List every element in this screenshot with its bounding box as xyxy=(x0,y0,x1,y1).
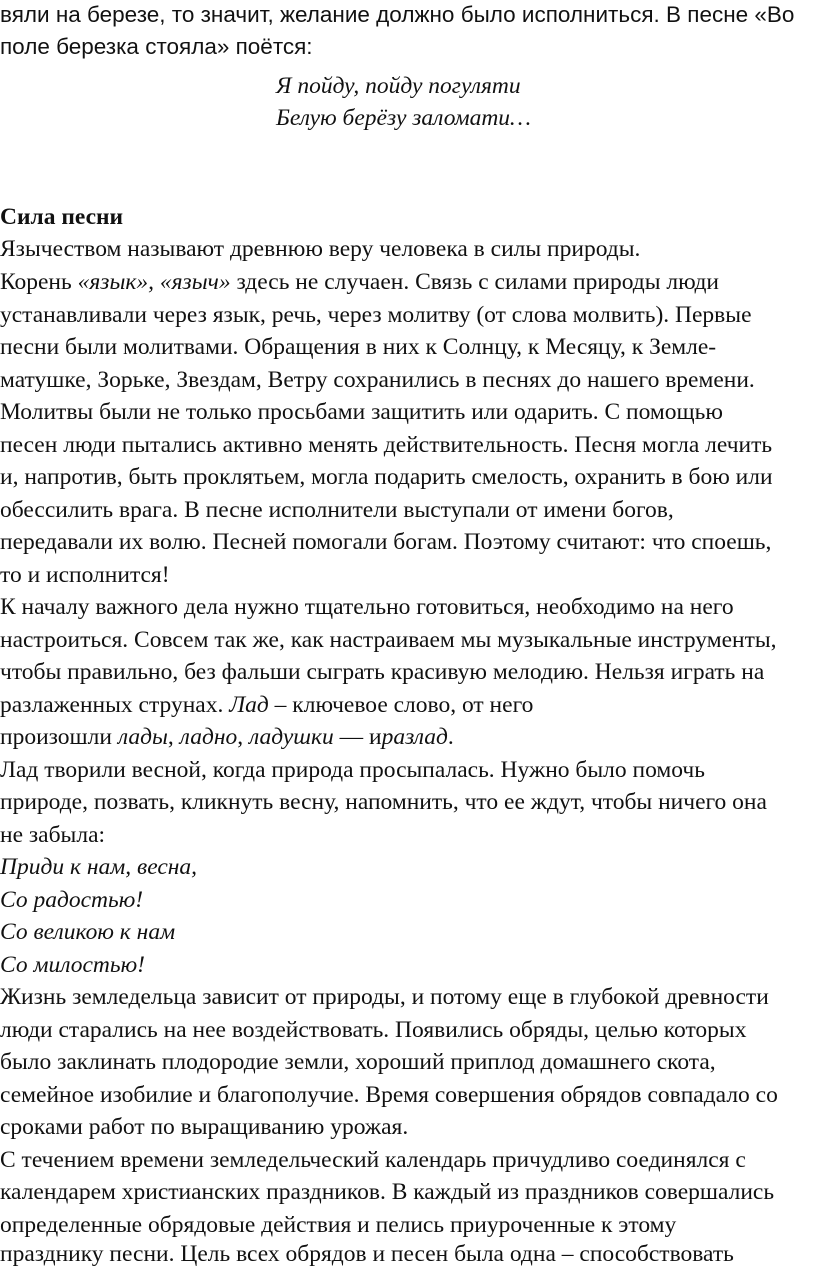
emphasis-text: лады xyxy=(117,724,168,750)
verse-line: Приди к нам, весна, xyxy=(0,854,198,880)
text-run: – ключевое слово, от него xyxy=(268,692,534,718)
paragraph-line: не забыла: xyxy=(0,822,106,848)
paragraph-line: Жизнь земледельца зависит от природы, и потому еще в глубокой древности xyxy=(0,984,769,1010)
paragraph-line: С течением времени земледельческий календарь причудливо соединялся с xyxy=(0,1147,746,1173)
paragraph-line: настроиться. Совсем так же, как настраиваем мы музыкальные инструменты, xyxy=(0,627,777,653)
verse-line: Я пойду, пойду погуляти xyxy=(276,73,521,99)
text-run: разлаженных струнах. xyxy=(0,692,230,718)
emphasis-text: ладушки xyxy=(249,724,334,750)
text-run: . xyxy=(447,724,454,750)
paragraph-line xyxy=(0,721,454,753)
emphasis-text: «язык», «языч» xyxy=(77,269,231,295)
paragraph-line: песни были молитвами. Обращения в них к Солнцу, к Месяцу, к Земле- xyxy=(0,334,717,360)
paragraph-line: семейное изобилие и благополучие. Время совершения обрядов совпадало со xyxy=(0,1082,778,1108)
paragraph-line: Язычеством называют древнюю веру человека в силы природы. xyxy=(0,236,641,262)
text-run: — и xyxy=(333,724,382,750)
paragraph-line: празднику песни. Цель всех обрядов и песен была одна – способствовать xyxy=(0,1241,734,1267)
section-title: Сила песни xyxy=(0,204,124,230)
paragraph-line: и, напротив, быть проклятьем, могла подарить смелость, охранить в бою или xyxy=(0,464,773,490)
paragraph-line: матушке, Зорьке, Звездам, Ветру сохранились в песнях до нашего времени. xyxy=(0,367,755,393)
paragraph-line: определенные обрядовые действия и пелись приуроченные к этому xyxy=(0,1212,677,1238)
text-run: Корень xyxy=(0,269,78,295)
paragraph-line: Лад творили весной, когда природа просыпалась. Нужно было помочь xyxy=(0,757,705,783)
paragraph-line: Молитвы были не только просьбами защитить или одарить. С помощью xyxy=(0,399,723,425)
intro-line: вяли на березе, то значит, желание должно было исполниться. В песне «Во xyxy=(0,2,795,27)
paragraph-line: чтобы правильно, без фальши сыграть красивую мелодию. Нельзя играть на xyxy=(0,659,765,685)
paragraph-line: календарем христианских праздников. В каждый из праздников совершались xyxy=(0,1179,775,1205)
verse-line: Белую берёзу заломати… xyxy=(276,105,531,131)
paragraph-line: то и исполнится! xyxy=(0,562,170,588)
paragraph-line: сроками работ по выращиванию урожая. xyxy=(0,1114,409,1140)
paragraph-line xyxy=(0,689,533,721)
verse-line: Со великою к нам xyxy=(0,919,176,945)
emphasis-text: разлад xyxy=(381,724,448,750)
emphasis-text: ладно xyxy=(179,724,238,750)
emphasis-text: Лад xyxy=(229,692,269,718)
text-run: здесь не случаен. Связь с силами природы люди xyxy=(230,269,720,295)
text-run: , xyxy=(237,724,250,750)
paragraph-line: люди старались на нее воздействовать. Появились обряды, целью которых xyxy=(0,1017,747,1043)
paragraph-line: было заклинать плодородие земли, хороший приплод домашнего скота, xyxy=(0,1049,716,1075)
verse-line: Со милостью! xyxy=(0,952,145,978)
paragraph-line: устанавливали через язык, речь, через молитву (от слова молвить). Первые xyxy=(0,302,752,328)
verse-line: Со радостью! xyxy=(0,887,144,913)
paragraph-line: передавали их волю. Песней помогали богам. Поэтому считают: что споешь, xyxy=(0,529,772,555)
paragraph-line: К началу важного дела нужно тщательно готовиться, необходимо на него xyxy=(0,594,734,620)
paragraph-line xyxy=(0,266,719,298)
paragraph-line: песен люди пытались активно менять действительность. Песня могла лечить xyxy=(0,432,773,458)
paragraph-line: обессилить врага. В песне исполнители выступали от имени богов, xyxy=(0,497,674,523)
text-run: , xyxy=(167,724,180,750)
text-run: произошли xyxy=(0,724,118,750)
intro-line: поле березка стояла» поётся: xyxy=(0,34,313,59)
paragraph-line: природе, позвать, кликнуть весну, напомнить, что ее ждут, чтобы ничего она xyxy=(0,789,767,815)
